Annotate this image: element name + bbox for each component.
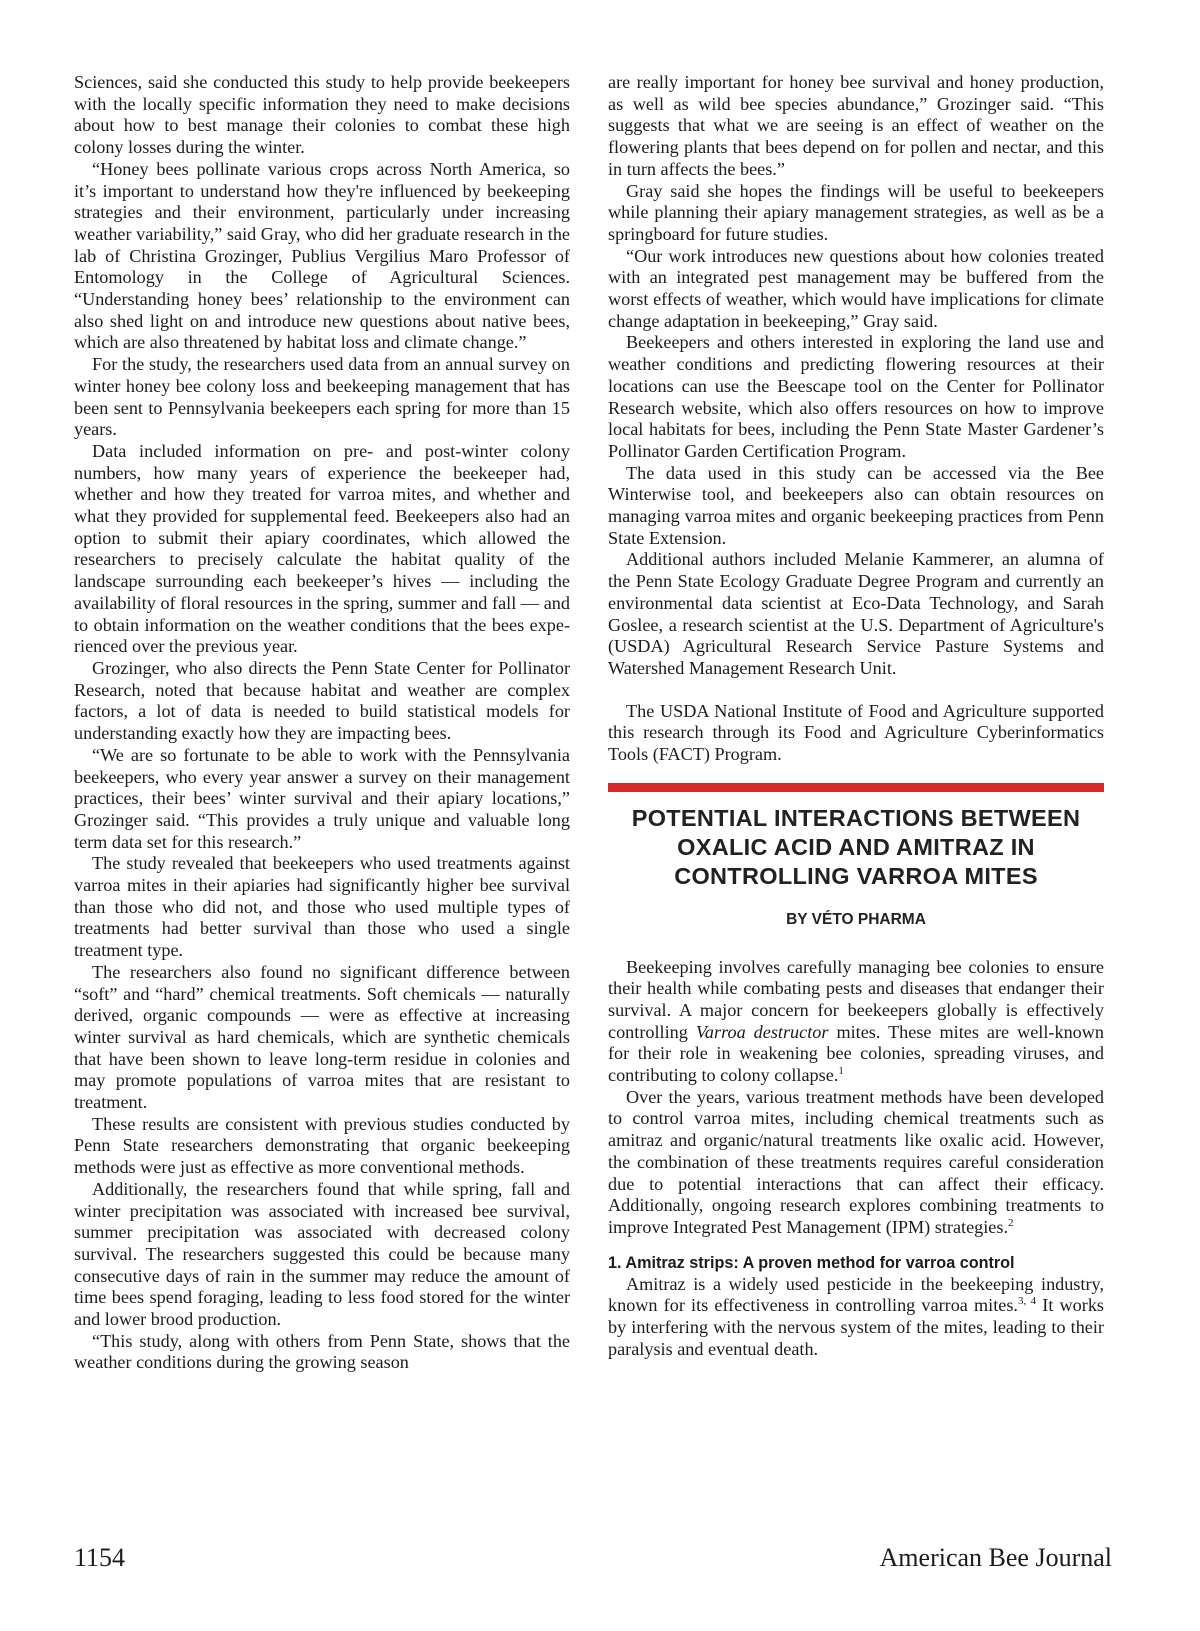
paragraph: “We are so fortunate to be able to work with the Pennsylvania beekeepers, who every year answer a survey on their management practices, their bees’ winter survival and their apiary locations,” Grozinger said. “This provides a truly unique and valuable long term data set for this research.”	[74, 744, 570, 852]
paragraph	[608, 1274, 1104, 1361]
paragraph	[608, 1087, 1104, 1239]
reference-marker: 2	[1008, 1216, 1014, 1229]
paragraph: For the study, the researchers used data from an annual survey on winter honey bee colony loss and beekeeping management that has been sent to Pennsylvania beekeepers each spring for more than 15 years.	[74, 354, 570, 440]
species-name: Varroa destructor	[695, 1021, 829, 1042]
paragraph: Additional authors included Melanie Kammerer, an alumna of the Penn State Ecology Graduate Degree Program and currently an environmental data scientist at Eco-Data Technology, and Sarah Goslee, a research scientist at the U.S. Department of Agriculture's (USDA) Agricultural Research Service Pasture Systems and Watershed Management Research Unit.	[608, 549, 1104, 678]
paragraph: Additionally, the researchers found that while spring, fall and winter precipitation was associated with increased bee survival, summer precipitation was associated with decreased colony survival. The researchers suggested this could be because many consecutive days of rain in the summer may reduce the amount of time bees spend foraging, leading to less food stored for the winter and lower brood production.	[74, 1178, 570, 1330]
paragraph-text: Over the years, various treatment methods have been developed to control varroa mites, including chemical treatments such as amitraz and organic/natural treatments like oxalic acid. However, the combination of these treatments requires careful consideration due to potential interactions that can affect their efficacy. Additionally, ongoing research explores combining treatments to improve Integrated Pest Management (IPM) strategies.	[608, 1086, 1104, 1237]
paragraph: The study revealed that beekeepers who used treatments against varroa mites in their apiaries had significantly higher bee survival than those who did not, and those who used multiple types of treatments had better survival than those who used a single treatment type.	[74, 853, 570, 961]
paragraph: “This study, along with others from Penn State, shows that the weather conditions during the growing season	[74, 1330, 570, 1373]
paragraph: The researchers also found no significant difference between “soft” and “hard” chemical treatments. Soft chemicals — naturally derived, organic compounds — were as effective at increasing winter survival as hard chemicals, which are synthetic chemicals that have been shown to leave long-term residue in colonies and may promote populations of varroa mites that are resistant to treatment.	[74, 961, 570, 1113]
paragraph-text: Amitraz is a widely used pesticide in the beekeeping industry, known for its effectiveness in controlling varroa mites.	[608, 1273, 1104, 1316]
paragraph: Gray said she hopes the findings will be useful to beekeepers while planning their apiary management strategies, as well as be a springboard for future studies.	[608, 180, 1104, 244]
paragraph: “Our work introduces new questions about how colonies treated with an integrated pest management may be buffered from the worst effects of weather, which would have implications for climate change adaptation in beekeeping,” Gray said.	[608, 245, 1104, 331]
intro-paragraph	[608, 957, 1104, 1087]
intro-text: Beekeeping involves carefully managing bee colonies to ensure their health while combating pests and diseases that endanger their survival. A major concern for beekeepers globally is effectively controlling	[608, 956, 1104, 1042]
paragraph: Data included information on pre- and post-winter colony numbers, how many years of experience the beekeeper had, whether and how they treated for varroa mites, and whether and what they provided for supplemental feed. Beekeepers also had an option to submit their apiary coordinates, which allowed the researchers to precisely calculate the habitat quality of the landscape surrounding each beekeeper’s hives — including the availability of floral resources in the spring, summer and fall — and to obtain information on the weather conditions that the bees experienced over the previous year.	[74, 440, 570, 657]
section-subhead: 1. Amitraz strips: A proven method for varroa control	[608, 1253, 1015, 1272]
paragraph: are really important for honey bee survival and honey production, as well as wild bee species abundance,” Grozinger said. “This suggests that what we are seeing is an effect of weather on the flowering plants that bees depend on for pollen and nectar, and this in turn affects the bees.”	[608, 72, 1104, 179]
paragraph-text-cont: It works by interfering with the nervous system of the mites, leading to their paralysis and eventual death.	[608, 1295, 1104, 1359]
reference-marker: 3, 4	[1017, 1295, 1037, 1308]
article-headline: POTENTIAL INTERACTIONS BETWEEN OXALIC ACID AND AMITRAZ IN CONTROLLING VARROA MITES	[631, 804, 1081, 889]
page-number: 1154	[74, 1543, 126, 1572]
reference-marker: 1	[838, 1065, 844, 1078]
paragraph: Beekeepers and others interested in exploring the land use and weather conditions and predicting flowering resources at their locations can use the Beescape tool on the Center for Pollinator Research website, which also offers resources on how to improve local habitats for bees, including the Penn State Master Gardener’s Pollinator Garden Certification Program.	[608, 332, 1104, 461]
paragraph: These results are consistent with previous studies conducted by Penn State researchers demonstrating that organic beekeeping methods were just as effective as more conventional methods.	[74, 1113, 570, 1178]
intro-text-cont: mites. These mites are well-known for their role in weakening bee colonies, spreading viruses, and contributing to colony collapse.	[608, 1021, 1104, 1086]
section-divider-rule	[608, 783, 1104, 792]
paragraph: The data used in this study can be accessed via the Bee Winterwise tool, and beekeepers also can obtain resources on managing varroa mites and organic beekeeping practices from Penn State Extension.	[608, 462, 1104, 548]
paragraph: Grozinger, who also directs the Penn State Center for Pollinator Research, noted that because habitat and weather are complex factors, a lot of data is needed to build statistical models for understanding exactly how they are impacting bees.	[74, 657, 570, 744]
funding-note: The USDA National Institute of Food and Agriculture supported this research through its Food and Agriculture Cyberinformatics Tools (FACT) Program.	[608, 700, 1104, 765]
paragraph: Sciences, said she conducted this study to help provide beekeepers with the locally specific information they need to make decisions about how to best manage their colonies to combat these high colony losses during the winter.	[74, 72, 570, 158]
publication-name: American Bee Journal	[879, 1543, 1112, 1572]
paragraph: “Honey bees pollinate various crops across North America, so it’s important to understand how they're influenced by beekeeping strategies and their environment, particularly under increasing weather variability,” said Gray, who did her graduate research in the lab of Christina Grozinger, Publius Vergilius Maro Professor of Entomology in the College of Agricultural Sciences. “Understanding honey bees’ relationship to the environment can also shed light on and introduce new questions about native bees, which are also threatened by habitat loss and climate change.”	[74, 158, 570, 353]
right-column	[608, 72, 1104, 1360]
left-column	[74, 72, 570, 1374]
article-byline: BY VÉTO PHARMA	[786, 910, 926, 928]
